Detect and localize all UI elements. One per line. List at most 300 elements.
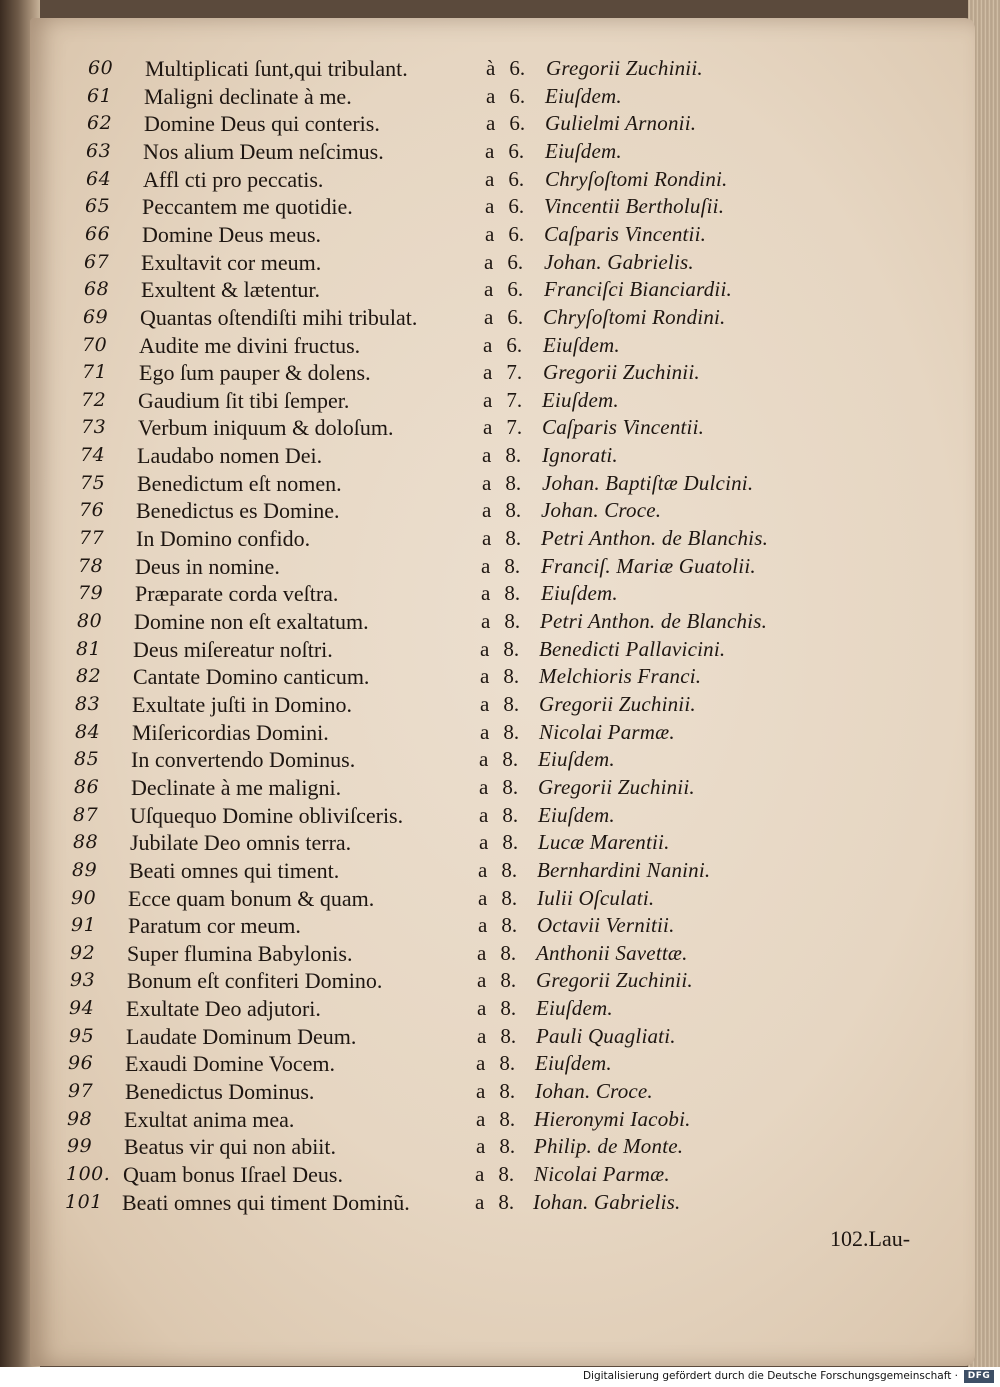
voice-prefix: a	[481, 553, 491, 578]
index-entry	[30, 553, 975, 580]
entry-number: 98	[67, 1107, 93, 1130]
entry-number: 101	[65, 1190, 103, 1213]
voice-prefix: a	[476, 1134, 486, 1159]
voice-count	[479, 774, 518, 801]
entry-composer: Eiuſdem.	[542, 387, 619, 412]
entry-title: Super flumina Babylonis.	[127, 940, 353, 966]
voice-number: 8.	[498, 1189, 515, 1214]
entry-title: Laudate Dominum Deum.	[126, 1023, 357, 1049]
voice-prefix: a	[476, 1106, 486, 1131]
voice-prefix: a	[485, 138, 495, 163]
index-entry	[30, 304, 975, 331]
entry-composer: Melchioris Franci.	[539, 664, 702, 689]
entry-composer: Caſparis Vincentii.	[542, 415, 705, 440]
voice-prefix: a	[478, 913, 488, 938]
entry-number: 68	[84, 278, 110, 301]
entry-composer: Lucæ Marentii.	[538, 830, 670, 855]
voice-count	[479, 746, 518, 773]
entry-title: In Domino confido.	[136, 526, 311, 552]
voice-count	[475, 1161, 514, 1188]
voice-prefix: a	[478, 885, 488, 910]
voice-number: 6.	[507, 249, 524, 274]
entry-title: Declinate à me maligni.	[131, 774, 342, 800]
entry-title: Audite me divini fructus.	[139, 332, 361, 358]
entry-title: Exaudi Domine Vocem.	[125, 1051, 335, 1077]
voice-prefix: a	[475, 1162, 485, 1186]
voice-number: 8.	[499, 1079, 516, 1104]
entry-title: Exultent & lætentur.	[141, 277, 321, 303]
entry-composer: Pauli Quagliati.	[536, 1023, 676, 1048]
voice-number: 8.	[500, 1023, 517, 1048]
entry-title: Præparate corda veſtra.	[135, 581, 339, 607]
voice-count	[483, 387, 522, 414]
dfg-logo: DFG	[964, 1370, 994, 1383]
voice-prefix: a	[482, 470, 492, 495]
voice-count	[475, 1189, 514, 1216]
voice-prefix: a	[483, 360, 493, 385]
voice-count	[486, 55, 525, 82]
entry-title: Jubilate Deo omnis terra.	[130, 830, 352, 856]
voice-number: 8.	[504, 609, 521, 633]
entry-number: 60	[88, 57, 114, 79]
voice-prefix: a	[479, 802, 489, 827]
voice-count	[477, 995, 516, 1022]
voice-number: 6.	[508, 166, 525, 191]
voice-prefix: a	[485, 194, 495, 219]
entry-number: 94	[69, 997, 95, 1020]
voice-count	[478, 885, 517, 912]
voice-number: 7.	[506, 387, 523, 412]
index-entry	[30, 719, 975, 746]
voice-prefix: a	[479, 774, 489, 799]
entry-composer: Gregorii Zuchinii.	[538, 774, 695, 799]
entry-title: Laudabo nomen Dei.	[137, 443, 323, 469]
index-entry	[30, 663, 975, 690]
voice-number: 8.	[501, 885, 518, 910]
voice-prefix: a	[479, 830, 489, 855]
voice-count	[484, 249, 523, 276]
entry-number: 67	[84, 250, 110, 273]
index-entry	[30, 387, 975, 414]
index-entry	[30, 442, 975, 469]
voice-number: 8.	[503, 664, 520, 689]
entry-composer: Vincentii Bertholuſii.	[544, 194, 725, 219]
entry-number: 100.	[66, 1163, 111, 1185]
footer-credit: Digitalisierung gefördert durch die Deutsche Forschungsgemeinschaft ·	[582, 1370, 958, 1382]
index-entry	[30, 221, 975, 248]
index-entry	[30, 1050, 975, 1077]
voice-number: 6.	[509, 56, 526, 80]
voice-prefix: a	[484, 277, 494, 302]
entry-number: 77	[79, 527, 105, 550]
entry-composer: Philip. de Monte.	[534, 1134, 684, 1159]
voice-prefix: a	[478, 857, 488, 882]
index-entry	[30, 1161, 975, 1188]
entry-number: 99	[67, 1135, 93, 1158]
voice-number: 8.	[499, 1051, 516, 1076]
entry-number: 71	[82, 361, 108, 384]
voice-number: 6.	[506, 332, 523, 357]
index-entry	[30, 166, 975, 193]
entry-composer: Gregorii Zuchinii.	[546, 56, 703, 80]
voice-number: 8.	[503, 719, 520, 744]
entry-title: Exultat anima mea.	[124, 1106, 295, 1132]
entry-number: 92	[70, 941, 96, 964]
voice-number: 8.	[500, 996, 517, 1021]
entry-title: Gaudium ſit tibi ſemper.	[138, 387, 350, 413]
voice-number: 8.	[505, 470, 522, 495]
entry-number: 81	[76, 637, 102, 660]
index-entry	[30, 1189, 975, 1216]
index-entry	[30, 1023, 975, 1050]
entry-title: Paratum cor meum.	[128, 913, 301, 939]
entry-number: 80	[77, 610, 103, 632]
voice-number: 6.	[508, 221, 525, 246]
entry-number: 64	[86, 167, 112, 190]
voice-prefix: a	[477, 968, 487, 993]
entry-composer: Johan. Croce.	[541, 498, 662, 523]
entry-composer: Gulielmi Arnonii.	[545, 111, 697, 136]
voice-prefix: a	[486, 83, 496, 108]
voice-count	[481, 608, 520, 635]
entry-number: 72	[81, 388, 107, 411]
voice-count	[482, 470, 521, 497]
index-entry	[30, 912, 975, 939]
voice-prefix: a	[480, 636, 490, 661]
entry-number: 88	[73, 831, 99, 854]
voice-prefix: a	[484, 304, 494, 329]
index-entry	[30, 1106, 975, 1133]
voice-prefix: a	[486, 111, 496, 136]
voice-count	[486, 110, 525, 137]
entry-number: 85	[74, 748, 100, 771]
index-entry	[30, 691, 975, 718]
entry-composer: Ignorati.	[542, 443, 618, 468]
voice-prefix: a	[480, 664, 490, 689]
entry-title: Domine Deus qui conteris.	[144, 111, 380, 137]
index-entry	[30, 802, 975, 829]
entry-number: 96	[68, 1052, 94, 1075]
index-entry	[30, 193, 975, 220]
voice-number: 6.	[508, 138, 525, 163]
entry-number: 93	[70, 969, 96, 992]
entry-number: 83	[75, 692, 101, 715]
entry-number: 62	[87, 112, 113, 135]
entry-title: Quam bonus Iſrael Deus.	[123, 1162, 343, 1187]
voice-prefix: a	[476, 1079, 486, 1104]
voice-number: 8.	[504, 581, 521, 606]
entry-composer: Iohan. Croce.	[535, 1079, 653, 1104]
voice-count	[485, 138, 524, 165]
voice-count	[480, 719, 519, 746]
entry-number: 86	[74, 775, 100, 798]
voice-prefix: a	[476, 1051, 486, 1076]
entry-title: Affl cti pro peccatis.	[143, 166, 324, 192]
voice-number: 8.	[505, 498, 522, 523]
voice-count	[485, 221, 524, 248]
entry-composer: Eiuſdem.	[543, 332, 620, 357]
voice-count	[484, 276, 523, 303]
entry-title: Peccantem me quotidie.	[142, 194, 353, 220]
motet-index-list	[30, 18, 975, 1366]
entry-number: 73	[81, 416, 107, 439]
voice-prefix: a	[482, 526, 492, 551]
entry-title: Exultate juſti in Domino.	[132, 691, 352, 717]
voice-number: 8.	[502, 830, 519, 855]
entry-composer: Gregorii Zuchinii.	[536, 968, 693, 993]
entry-composer: Chryſoſtomi Rondini.	[545, 166, 728, 191]
voice-prefix: a	[484, 249, 494, 274]
entry-composer: Nicolai Parmæ.	[534, 1162, 670, 1186]
index-entry	[30, 1133, 975, 1160]
voice-number: 8.	[499, 1134, 516, 1159]
voice-prefix: a	[477, 1023, 487, 1048]
entry-composer: Gregorii Zuchinii.	[539, 691, 696, 716]
voice-number: 6.	[509, 111, 526, 136]
voice-prefix: a	[477, 940, 487, 965]
entry-title: Miſericordias Domini.	[132, 719, 329, 745]
index-entry	[30, 414, 975, 441]
voice-count	[483, 359, 522, 386]
index-entry	[30, 857, 975, 884]
entry-number: 65	[85, 195, 111, 218]
voice-number: 8.	[504, 553, 521, 578]
entry-composer: Eiuſdem.	[545, 138, 622, 163]
voice-prefix: a	[483, 332, 493, 357]
entry-title: Domine non eſt exaltatum.	[134, 609, 369, 634]
entry-composer: Iohan. Gabrielis.	[533, 1189, 681, 1214]
index-entry	[30, 138, 975, 165]
entry-composer: Johan. Baptiſtæ Dulcini.	[542, 470, 754, 495]
voice-prefix: a	[483, 415, 493, 440]
entry-number: 70	[82, 333, 108, 356]
entry-title: In convertendo Dominus.	[131, 747, 356, 773]
entry-title: Beati omnes qui timent.	[129, 857, 340, 883]
index-entry	[30, 774, 975, 801]
entry-number: 84	[75, 720, 101, 743]
digitization-footer	[0, 1367, 1000, 1387]
voice-prefix: a	[481, 609, 491, 633]
entry-number: 97	[68, 1080, 94, 1103]
voice-prefix: à	[486, 56, 496, 80]
entry-composer: Octavii Vernitii.	[537, 913, 675, 938]
entry-title: Quantas oſtendiſti mihi tribulat.	[140, 304, 418, 330]
entry-number: 91	[71, 914, 97, 937]
entry-number: 78	[78, 554, 104, 577]
voice-prefix: a	[482, 498, 492, 523]
entry-title: Beati omnes qui timent Dominũ.	[122, 1189, 410, 1215]
entry-composer: Anthonii Savettæ.	[536, 940, 688, 965]
voice-number: 8.	[499, 1106, 516, 1131]
voice-count	[476, 1133, 515, 1160]
index-entry	[30, 497, 975, 524]
entry-number: 90	[71, 886, 97, 909]
index-entry	[30, 55, 975, 82]
entry-number: 69	[83, 305, 109, 328]
entry-number: 82	[76, 665, 102, 688]
index-entry	[30, 995, 975, 1022]
voice-number: 8.	[498, 1162, 515, 1186]
entry-number: 79	[78, 582, 104, 605]
index-entry	[30, 276, 975, 303]
entry-number: 95	[69, 1024, 95, 1047]
voice-count	[480, 663, 519, 690]
index-entry	[30, 608, 975, 635]
entry-composer: Johan. Gabrielis.	[544, 249, 694, 274]
entry-title: Ego ſum pauper & dolens.	[139, 360, 371, 386]
voice-count	[477, 940, 516, 967]
entry-composer: Eiuſdem.	[538, 802, 615, 827]
entry-composer: Eiuſdem.	[538, 747, 615, 772]
entry-composer: Hieronymi Iacobi.	[534, 1106, 691, 1131]
voice-number: 6.	[507, 277, 524, 302]
entry-composer: Gregorii Zuchinii.	[543, 360, 700, 385]
voice-count	[483, 414, 522, 441]
voice-prefix: a	[481, 581, 491, 606]
voice-number: 8.	[505, 526, 522, 551]
entry-number: 89	[72, 858, 98, 881]
entry-title: Verbum iniquum & doloſum.	[138, 415, 394, 441]
entry-title: Beatus vir qui non abiit.	[124, 1134, 337, 1160]
entry-composer: Franciſci Bianciardii.	[544, 277, 732, 302]
index-entry	[30, 1078, 975, 1105]
voice-prefix: a	[477, 996, 487, 1021]
catchword: 102.Lau-	[830, 1226, 911, 1251]
book-page	[30, 18, 975, 1366]
entry-title: Multiplicati ſunt,qui tribulant.	[145, 56, 408, 81]
voice-count	[482, 497, 521, 524]
index-entry	[30, 829, 975, 856]
voice-count	[482, 525, 521, 552]
voice-prefix: a	[475, 1189, 485, 1214]
entry-title: Bonum eſt confiteri Domino.	[127, 968, 383, 994]
entry-composer: Eiuſdem.	[545, 83, 622, 108]
voice-count	[483, 332, 522, 359]
voice-prefix: a	[482, 443, 492, 468]
voice-count	[478, 912, 517, 939]
entry-title: Cantate Domino canticum.	[133, 664, 370, 690]
voice-count	[478, 857, 517, 884]
index-entry	[30, 636, 975, 663]
index-entry	[30, 940, 975, 967]
entry-number: 74	[80, 444, 106, 467]
entry-composer: Eiuſdem.	[541, 581, 618, 606]
entry-composer: Eiuſdem.	[535, 1051, 612, 1076]
voice-number: 8.	[501, 857, 518, 882]
entry-title: Benedictum eſt nomen.	[137, 470, 342, 496]
voice-number: 7.	[506, 360, 523, 385]
voice-number: 8.	[502, 774, 519, 799]
entry-title: Deus miſereatur noſtri.	[133, 636, 333, 662]
index-entry	[30, 470, 975, 497]
entry-composer: Caſparis Vincentii.	[544, 221, 707, 246]
entry-title: Domine Deus meus.	[142, 221, 322, 247]
voice-prefix: a	[485, 166, 495, 191]
entry-composer: Chryſoſtomi Rondini.	[543, 304, 726, 329]
entry-number: 63	[86, 139, 112, 162]
index-entry	[30, 885, 975, 912]
index-entry	[30, 746, 975, 773]
entry-composer: Bernhardini Nanini.	[537, 857, 711, 882]
voice-number: 7.	[506, 415, 523, 440]
voice-count	[486, 83, 525, 110]
entry-title: Ecce quam bonum & quam.	[128, 885, 375, 911]
voice-prefix: a	[480, 719, 490, 744]
voice-number: 8.	[501, 913, 518, 938]
entry-title: Uſquequo Domine obliviſceris.	[130, 802, 404, 828]
index-entry	[30, 332, 975, 359]
entry-title: Benedictus es Domine.	[136, 498, 340, 524]
voice-count	[481, 553, 520, 580]
voice-number: 6.	[509, 83, 526, 108]
voice-prefix: a	[480, 691, 490, 716]
index-entry	[30, 249, 975, 276]
voice-count	[476, 1050, 515, 1077]
voice-count	[477, 1023, 516, 1050]
voice-number: 8.	[503, 636, 520, 661]
voice-number: 8.	[503, 691, 520, 716]
voice-number: 8.	[502, 747, 519, 772]
index-entry	[30, 967, 975, 994]
voice-count	[484, 304, 523, 331]
voice-count	[481, 580, 520, 607]
entry-composer: Eiuſdem.	[536, 996, 613, 1021]
entry-composer: Petri Anthon. de Blanchis.	[540, 609, 768, 633]
voice-number: 8.	[500, 968, 517, 993]
entry-number: 76	[79, 499, 105, 522]
entry-number: 66	[85, 222, 111, 245]
voice-count	[480, 636, 519, 663]
entry-composer: Benedicti Pallavicini.	[539, 636, 726, 661]
index-entry	[30, 83, 975, 110]
voice-number: 6.	[508, 194, 525, 219]
voice-count	[479, 802, 518, 829]
voice-count	[480, 691, 519, 718]
entry-number: 75	[80, 471, 106, 494]
entry-title: Exultavit cor meum.	[141, 249, 322, 275]
entry-title: Benedictus Dominus.	[125, 1079, 315, 1105]
voice-number: 8.	[505, 443, 522, 468]
entry-number: 61	[87, 84, 113, 107]
entry-composer: Iulii Oſculati.	[537, 885, 655, 910]
entry-composer: Petri Anthon. de Blanchis.	[541, 526, 769, 551]
voice-prefix: a	[483, 387, 493, 412]
voice-prefix: a	[485, 221, 495, 246]
voice-number: 8.	[500, 940, 517, 965]
voice-count	[485, 166, 524, 193]
voice-count	[476, 1078, 515, 1105]
entry-title: Exultate Deo adjutori.	[126, 996, 321, 1022]
voice-count	[476, 1106, 515, 1133]
voice-count	[479, 829, 518, 856]
voice-count	[485, 193, 524, 220]
index-entry	[30, 525, 975, 552]
voice-count	[482, 442, 521, 469]
voice-count	[477, 967, 516, 994]
entry-number: 87	[73, 803, 99, 826]
voice-number: 6.	[507, 304, 524, 329]
entry-title: Maligni declinate à me.	[144, 83, 352, 109]
index-entry	[30, 110, 975, 137]
voice-prefix: a	[479, 747, 489, 772]
entry-composer: Franciſ. Mariæ Guatolii.	[541, 553, 756, 578]
voice-number: 8.	[502, 802, 519, 827]
index-entry	[30, 580, 975, 607]
index-entry	[30, 359, 975, 386]
entry-title: Deus in nomine.	[135, 553, 280, 579]
entry-title: Nos alium Deum neſcimus.	[143, 138, 384, 164]
entry-composer: Nicolai Parmæ.	[539, 719, 675, 744]
